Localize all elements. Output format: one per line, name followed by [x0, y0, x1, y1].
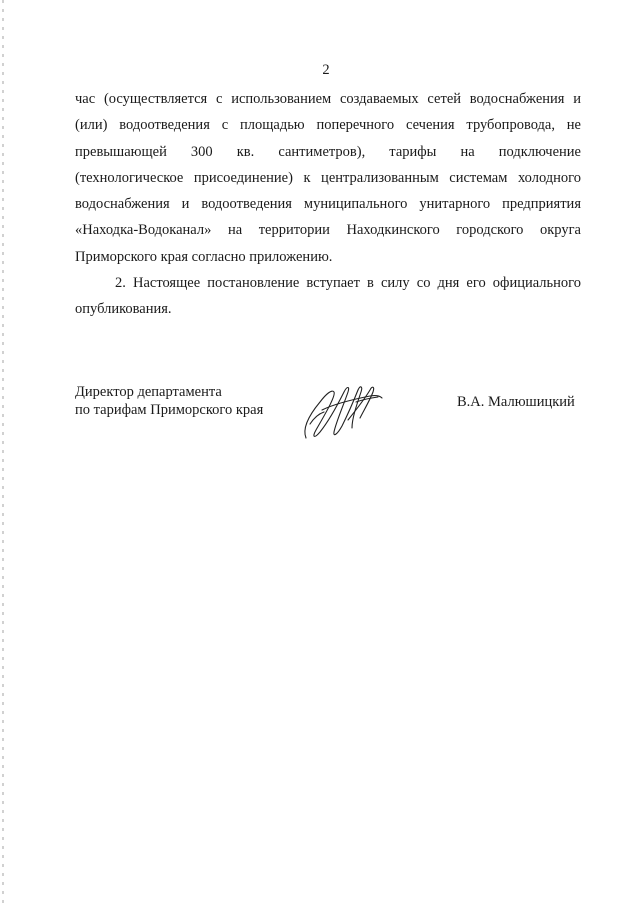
- paragraph-1-last-line: Приморского края согласно приложению.: [75, 248, 333, 265]
- paragraph-1-line: (или) водоотведения с площадью поперечного сечения трубопровода, не: [75, 117, 581, 134]
- paragraph-1-line: (технологическое присоединение) к централизованным системам холодного: [75, 169, 581, 186]
- paragraph-2-line: 2. Настоящее постановление вступает в силу со дня его официального: [115, 275, 581, 292]
- page-number: 2: [322, 62, 330, 78]
- signatory-position-line-2: по тарифам Приморского края: [75, 402, 264, 418]
- signatory-name: В.А. Малюшицкий: [457, 394, 575, 410]
- paragraph-2-last-line: опубликования.: [75, 301, 172, 318]
- document-body: [75, 86, 581, 323]
- scan-edge-artifact: [2, 0, 4, 905]
- signatory-position: [75, 383, 263, 419]
- signatory-position-line-1: Директор департамента: [75, 384, 222, 400]
- paragraph-1-line: водоснабжения и водоотведения муниципального унитарного предприятия: [75, 196, 581, 213]
- paragraph-1-line: час (осуществляется с использованием создаваемых сетей водоснабжения и: [75, 91, 581, 107]
- paragraph-1-line: «Находка-Водоканал» на территории Находкинского городского округа: [75, 222, 581, 239]
- handwritten-signature: [300, 380, 386, 442]
- paragraph-1-line: превышающей 300 кв. сантиметров), тарифы на подключение: [75, 143, 581, 160]
